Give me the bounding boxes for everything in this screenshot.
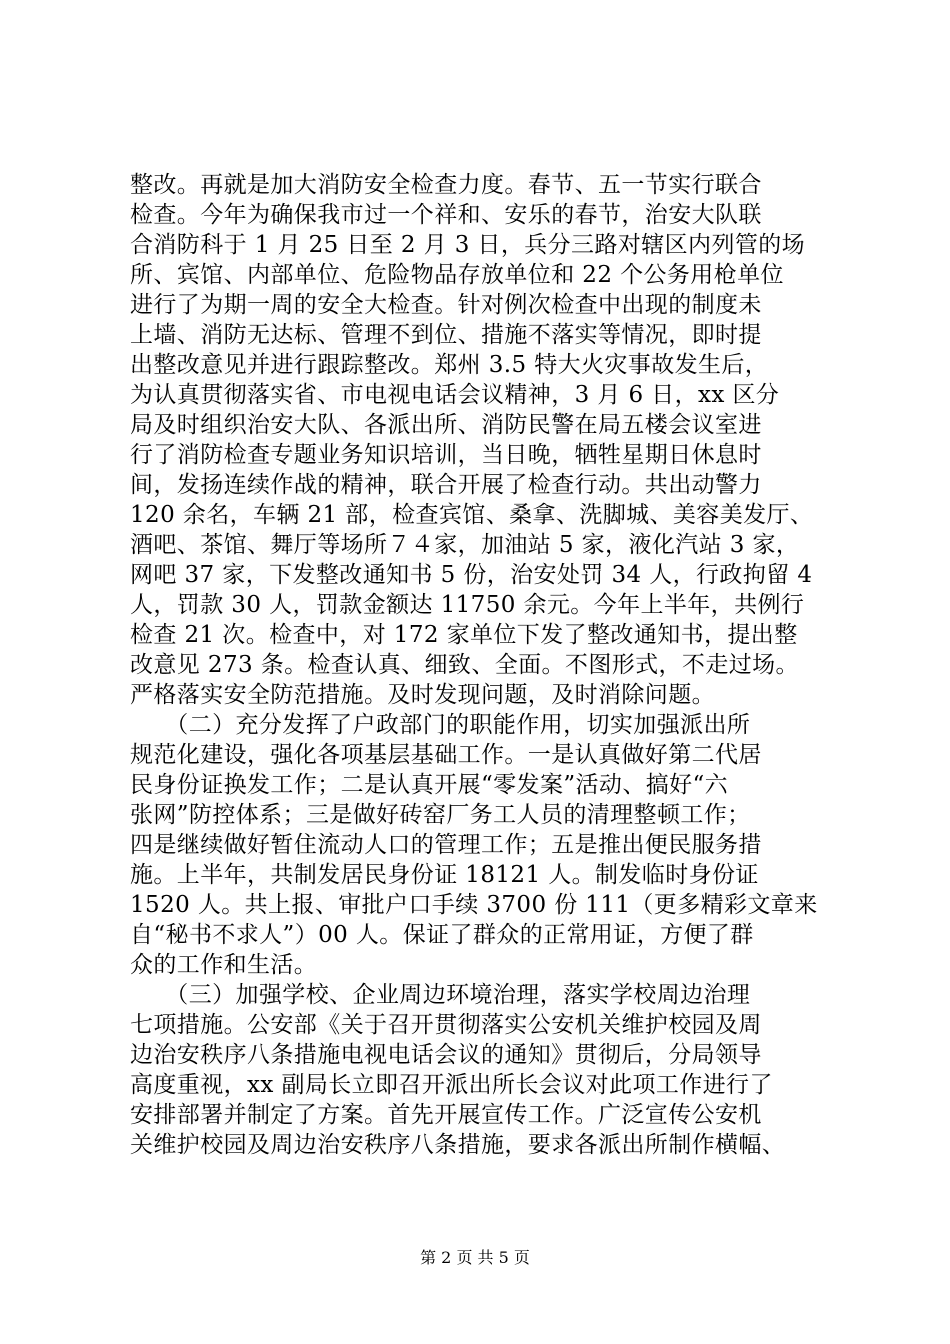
body-line-31: 高度重视，xx 副局长立即召开派出所长会议对此项工作进行了 xyxy=(130,1072,773,1098)
body-line-21: 民身份证换发工作；二是认真开展“零发案”活动、搞好“六 xyxy=(130,772,729,798)
body-line-13: 酒吧、茶馆、舞厅等场所７４家，加油站 5 家，液化汽站 3 家， xyxy=(130,532,800,558)
body-line-15: 人，罚款 30 人，罚款金额达 11750 余元。今年上半年，共例行 xyxy=(130,592,805,618)
body-line-32: 安排部署并制定了方案。首先开展宣传工作。广泛宣传公安机 xyxy=(130,1102,762,1128)
body-line-2: 检查。今年为确保我市过一个祥和、安乐的春节，治安大队联 xyxy=(130,202,762,228)
body-line-33: 关维护校园及周边治安秩序八条措施，要求各派出所制作横幅、 xyxy=(130,1132,786,1158)
body-line-25: 1520 人。共上报、审批户口手续 3700 份 111（更多精彩文章来 xyxy=(130,892,818,918)
body-line-22: 张网”防控体系；三是做好砖窑厂务工人员的清理整顿工作； xyxy=(130,802,751,828)
body-line-18: 严格落实安全防范措施。及时发现问题，及时消除问题。 xyxy=(130,682,715,708)
body-line-1: 整改。再就是加大消防安全检查力度。春节、五一节实行联合 xyxy=(130,172,762,198)
body-line-24: 施。上半年，共制发居民身份证 18121 人。制发临时身份证 xyxy=(130,862,759,888)
body-line-20: 规范化建设，强化各项基层基础工作。一是认真做好第二代居 xyxy=(130,742,762,768)
body-line-12: 120 余名，车辆 21 部，检查宾馆、桑拿、洗脚城、美容美发厅、 xyxy=(130,502,814,528)
body-line-30: 边治安秩序八条措施电视电话会议的通知》贯彻后，分局领导 xyxy=(130,1042,762,1068)
body-line-26: 自“秘书不求人”）00 人。保证了群众的正常用证，方便了群 xyxy=(130,922,754,948)
body-line-28: （三）加强学校、企业周边环境治理，落实学校周边治理 xyxy=(130,982,751,1008)
body-line-8: 为认真贯彻落实省、市电视电话会议精神，3 月 6 日，xx 区分 xyxy=(130,382,780,408)
body-line-14: 网吧 37 家，下发整改通知书 5 份，治安处罚 34 人，行政拘留 4 xyxy=(130,562,813,588)
body-line-5: 进行了为期一周的安全大检查。针对例次检查中出现的制度未 xyxy=(130,292,762,318)
body-line-11: 间，发扬连续作战的精神，联合开展了检查行动。共出动警力 xyxy=(130,472,762,498)
body-line-10: 行了消防检查专题业务知识培训，当日晚，牺牲星期日休息时 xyxy=(130,442,762,468)
body-line-17: 改意见 273 条。检查认真、细致、全面。不图形式，不走过场。 xyxy=(130,652,799,678)
body-line-3: 合消防科于 1 月 25 日至 2 月 3 日，兵分三路对辖区内列管的场 xyxy=(130,232,806,258)
document-body xyxy=(130,170,854,1160)
page-number-footer: 第 2 页 共 5 页 xyxy=(420,1248,530,1267)
body-line-16: 检查 21 次。检查中，对 172 家单位下发了整改通知书，提出整 xyxy=(130,622,798,648)
body-line-6: 上墙、消防无达标、管理不到位、措施不落实等情况，即时提 xyxy=(130,322,762,348)
body-line-23: 四是继续做好暂住流动人口的管理工作；五是推出便民服务措 xyxy=(130,832,762,858)
body-line-27: 众的工作和生活。 xyxy=(130,952,318,978)
body-line-9: 局及时组织治安大队、各派出所、消防民警在局五楼会议室进 xyxy=(130,412,762,438)
body-line-29: 七项措施。公安部《关于召开贯彻落实公安机关维护校园及周 xyxy=(130,1012,762,1038)
body-line-19: （二）充分发挥了户政部门的职能作用，切实加强派出所 xyxy=(130,712,751,738)
body-line-4: 所、宾馆、内部单位、危险物品存放单位和 22 个公务用枪单位 xyxy=(130,262,784,288)
body-line-7: 出整改意见并进行跟踪整改。郑州 3.5 特大火灾事故发生后， xyxy=(130,352,769,378)
